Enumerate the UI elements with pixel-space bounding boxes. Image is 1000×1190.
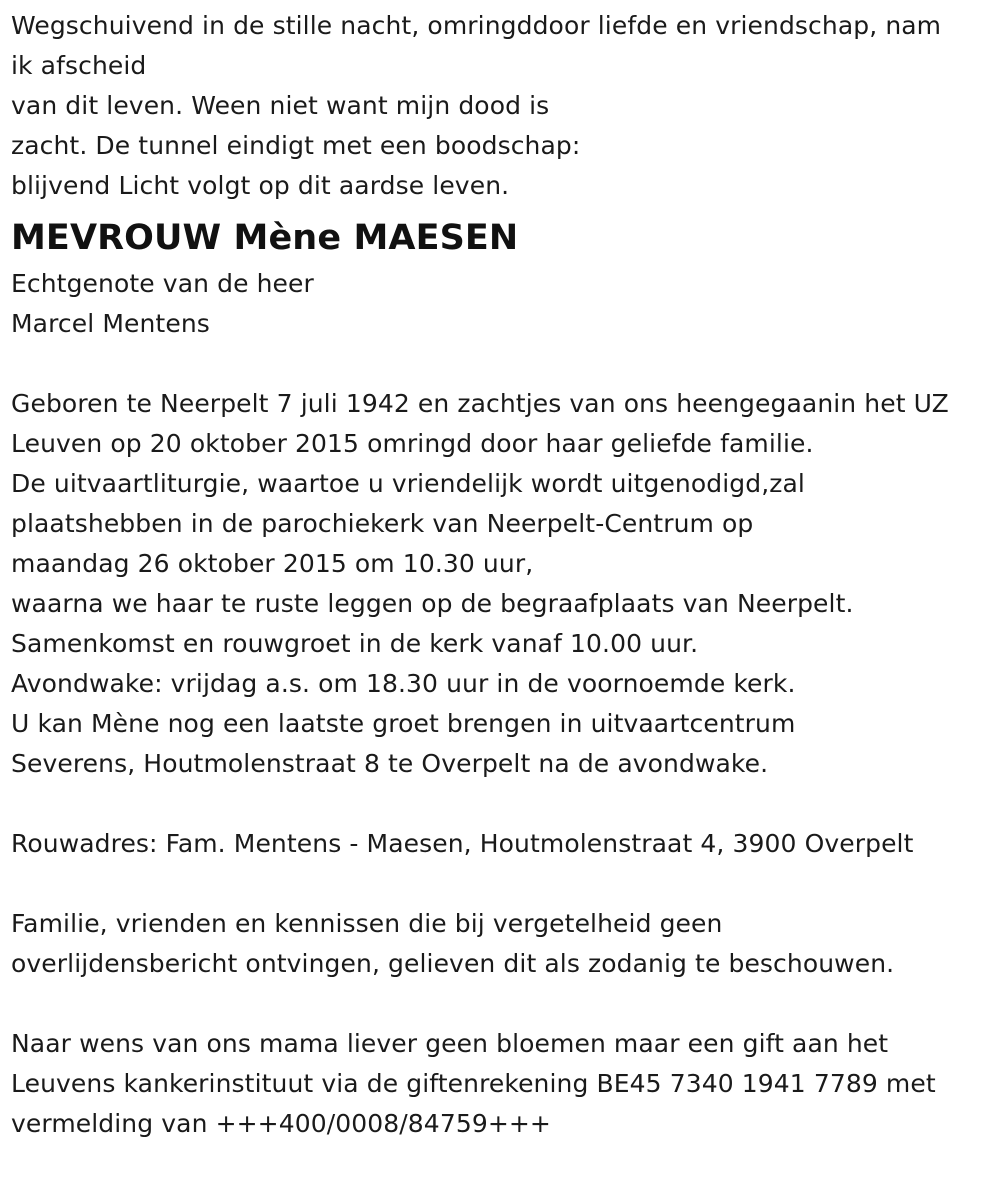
spacer bbox=[11, 864, 991, 904]
spacer bbox=[11, 984, 991, 1024]
spacer bbox=[11, 344, 991, 384]
spouse-line: Marcel Mentens bbox=[11, 309, 210, 338]
notice bbox=[11, 904, 991, 984]
donation-line: vermelding van +++400/0008/84759+++ bbox=[11, 1109, 551, 1138]
poem-line: van dit leven. Ween niet want mijn dood is bbox=[11, 91, 550, 120]
details-line: Geboren te Neerpelt 7 juli 1942 en zachtjes van ons heengegaanin het UZ bbox=[11, 389, 949, 418]
poem-line: blijvend Licht volgt op dit aardse leven. bbox=[11, 171, 510, 200]
details-line: maandag 26 oktober 2015 om 10.30 uur, bbox=[11, 549, 534, 578]
details-line: waarna we haar te ruste leggen op de begraafplaats van Neerpelt. bbox=[11, 589, 854, 618]
details-line: Severens, Houtmolenstraat 8 te Overpelt na de avondwake. bbox=[11, 749, 769, 778]
poem-line: ik afscheid bbox=[11, 51, 147, 80]
spouse-info bbox=[11, 264, 991, 344]
details-line: Leuven op 20 oktober 2015 omringd door haar geliefde familie. bbox=[11, 429, 814, 458]
deceased-name: MEVROUW Mène MAESEN bbox=[11, 218, 519, 258]
funeral-details bbox=[11, 384, 991, 784]
obituary-notice bbox=[11, 6, 991, 1144]
poem bbox=[11, 6, 991, 206]
details-line: plaatshebben in de parochiekerk van Neerpelt-Centrum op bbox=[11, 509, 754, 538]
donation-line: Naar wens van ons mama liever geen bloemen maar een gift aan het bbox=[11, 1029, 889, 1058]
notice-line: overlijdensbericht ontvingen, gelieven dit als zodanig te beschouwen. bbox=[11, 949, 895, 978]
donation-line: Leuvens kankerinstituut via de giftenrekening BE45 7340 1941 7789 met bbox=[11, 1069, 936, 1098]
spacer bbox=[11, 784, 991, 824]
notice-line: Familie, vrienden en kennissen die bij vergetelheid geen bbox=[11, 909, 723, 938]
donation-request bbox=[11, 1024, 991, 1144]
details-line: Samenkomst en rouwgroet in de kerk vanaf 10.00 uur. bbox=[11, 629, 699, 658]
details-line: U kan Mène nog een laatste groet brengen in uitvaartcentrum bbox=[11, 709, 796, 738]
details-line: Avondwake: vrijdag a.s. om 18.30 uur in de voornoemde kerk. bbox=[11, 669, 796, 698]
spouse-line: Echtgenote van de heer bbox=[11, 269, 314, 298]
poem-line: Wegschuivend in de stille nacht, omringddoor liefde en vriendschap, nam bbox=[11, 11, 942, 40]
details-line: De uitvaartliturgie, waartoe u vriendelijk wordt uitgenodigd,zal bbox=[11, 469, 805, 498]
mourning-address: Rouwadres: Fam. Mentens - Maesen, Houtmolenstraat 4, 3900 Overpelt bbox=[11, 829, 914, 858]
poem-line: zacht. De tunnel eindigt met een boodschap: bbox=[11, 131, 581, 160]
